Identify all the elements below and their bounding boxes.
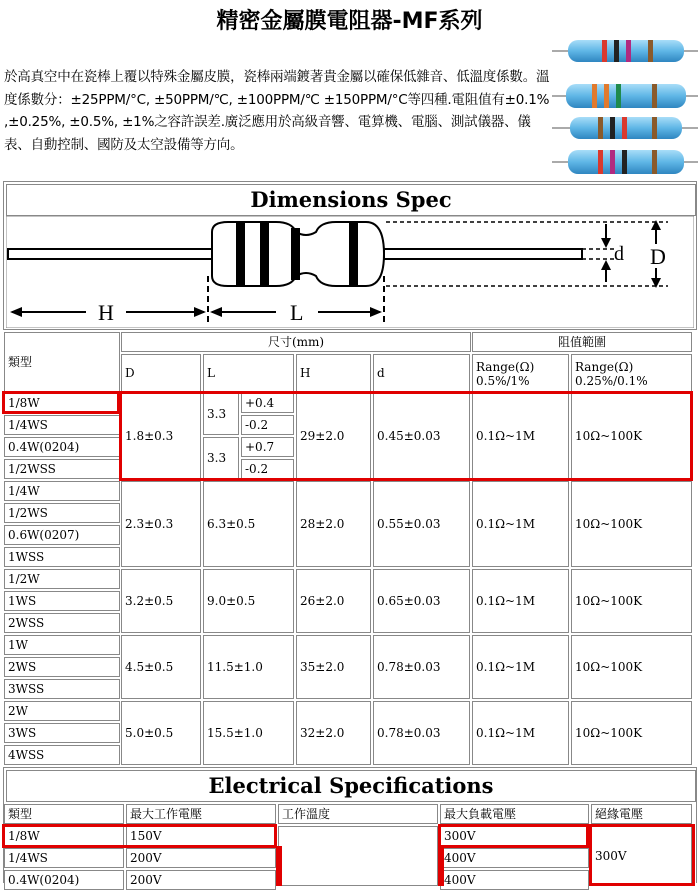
value-L: 15.5±1.0: [203, 701, 294, 765]
value-range-2: 10Ω~100K: [571, 635, 692, 699]
value-H: 32±2.0: [296, 701, 371, 765]
value-L: 3.3: [203, 437, 239, 480]
value-range-1: 0.1Ω~1M: [472, 393, 569, 480]
electrical-title: Electrical Specifications: [6, 770, 696, 802]
type-cell: 3WSS: [4, 679, 120, 699]
type-cell: 0.4W(0204): [4, 437, 120, 457]
col-header-D: D: [121, 354, 201, 392]
elec-type-cell: 0.4W(0204): [4, 870, 124, 890]
type-cell: 2WSS: [4, 613, 120, 633]
value-d: 0.45±0.03: [373, 393, 470, 480]
elec-insulation-voltage: 300V: [591, 826, 692, 886]
col-header-range-1-tolerance: 0.5%/1%: [476, 374, 530, 388]
col-header-range-1-label: Range(Ω): [476, 360, 535, 374]
value-range-2: 10Ω~100K: [571, 569, 692, 633]
page-title: 精密金屬膜電阻器-MF系列: [216, 9, 483, 34]
dimension-diagram: [6, 216, 694, 328]
value-D: 3.2±0.5: [121, 569, 201, 633]
elec-header: 最大負載電壓: [440, 804, 589, 824]
value-H: 29±2.0: [296, 393, 371, 480]
value-L: 11.5±1.0: [203, 635, 294, 699]
value-D: 2.3±0.3: [121, 481, 201, 567]
elec-load-voltage: 400V: [440, 848, 589, 868]
elec-work-voltage: 200V: [126, 870, 276, 890]
type-cell: 1/2W: [4, 569, 120, 589]
type-cell: 1/2WSS: [4, 459, 120, 479]
col-header-L: L: [203, 354, 294, 392]
elec-operating-temp: [278, 826, 438, 886]
value-L: 3.3: [203, 393, 239, 435]
col-header-d: d: [373, 354, 470, 392]
col-header-H: H: [296, 354, 371, 392]
value-D: 1.8±0.3: [121, 393, 201, 480]
col-header-range-2-tolerance: 0.25%/0.1%: [575, 374, 648, 388]
elec-type-cell: 1/4WS: [4, 848, 124, 868]
elec-header: 絕緣電壓: [591, 804, 692, 824]
elec-header: 最大工作電壓: [126, 804, 276, 824]
resistor-photo-1: [552, 40, 698, 62]
value-L-minus: -0.2: [241, 415, 294, 435]
col-header-type: 類型: [4, 332, 120, 392]
elec-load-voltage: 300V: [440, 826, 589, 846]
value-range-2: 10Ω~100K: [571, 393, 692, 480]
col-header-range-1: [472, 354, 569, 392]
resistor-photos: [552, 30, 698, 178]
elec-work-voltage: 150V: [126, 826, 276, 846]
value-L-plus: +0.4: [241, 393, 294, 413]
col-header-size: 尺寸(mm): [121, 332, 471, 352]
elec-type-cell: 1/8W: [4, 826, 124, 846]
col-header-range-2-label: Range(Ω): [575, 360, 634, 374]
type-cell: 2WS: [4, 657, 120, 677]
intro-text: 於高真空中在瓷棒上覆以特殊金屬皮膜，瓷棒兩端鍍著貴金屬以確保低雜音、低溫度係數。溫度係數分：±25PPM/°C, ±50PPM/℃, ±100PPM/℃ ±150PPM/°C等四種.電阻值有±0.1% ,±0.25%, ±0.5%, ±1%之容許誤差.廣泛應用於高級音響、電算機、電腦、測試儀器、儀表、自動控制、國防及太空設備等方向。: [4, 69, 550, 153]
type-cell: 4WSS: [4, 745, 120, 765]
value-D: 4.5±0.5: [121, 635, 201, 699]
resistor-photo-3: [552, 117, 698, 139]
type-cell: 1WSS: [4, 547, 120, 567]
type-cell: 0.6W(0207): [4, 525, 120, 545]
elec-load-voltage: 400V: [440, 870, 589, 890]
value-H: 26±2.0: [296, 569, 371, 633]
value-range-2: 10Ω~100K: [571, 701, 692, 765]
elec-header: 工作溫度: [278, 804, 438, 824]
value-d: 0.55±0.03: [373, 481, 470, 567]
label-D: D: [650, 244, 666, 269]
value-range-2: 10Ω~100K: [571, 481, 692, 567]
type-cell: 1/4W: [4, 481, 120, 501]
value-d: 0.78±0.03: [373, 701, 470, 765]
value-range-1: 0.1Ω~1M: [472, 569, 569, 633]
type-cell: 1/4WS: [4, 415, 120, 435]
resistor-photo-4: [552, 150, 698, 174]
value-L-minus: -0.2: [241, 459, 294, 479]
value-L: 6.3±0.5: [203, 481, 294, 567]
type-cell: 2W: [4, 701, 120, 721]
type-cell: 1WS: [4, 591, 120, 611]
resistor-photo-2: [552, 84, 698, 108]
col-header-range-2: [571, 354, 692, 392]
value-H: 35±2.0: [296, 635, 371, 699]
value-L-plus: +0.7: [241, 437, 294, 457]
value-range-1: 0.1Ω~1M: [472, 701, 569, 765]
value-range-1: 0.1Ω~1M: [472, 635, 569, 699]
value-L: 9.0±0.5: [203, 569, 294, 633]
value-range-1: 0.1Ω~1M: [472, 481, 569, 567]
col-header-range: 阻值範圍: [472, 332, 692, 352]
dimensions-title: Dimensions Spec: [6, 184, 696, 216]
type-cell: 1/8W: [4, 393, 120, 413]
elec-header: 類型: [4, 804, 124, 824]
value-H: 28±2.0: [296, 481, 371, 567]
label-L: L: [290, 300, 304, 325]
value-D: 5.0±0.5: [121, 701, 201, 765]
label-H: H: [98, 300, 114, 325]
value-d: 0.78±0.03: [373, 635, 470, 699]
elec-work-voltage: 200V: [126, 848, 276, 868]
label-d: d: [614, 243, 624, 265]
type-cell: 1W: [4, 635, 120, 655]
type-cell: 1/2WS: [4, 503, 120, 523]
type-cell: 3WS: [4, 723, 120, 743]
value-d: 0.65±0.03: [373, 569, 470, 633]
